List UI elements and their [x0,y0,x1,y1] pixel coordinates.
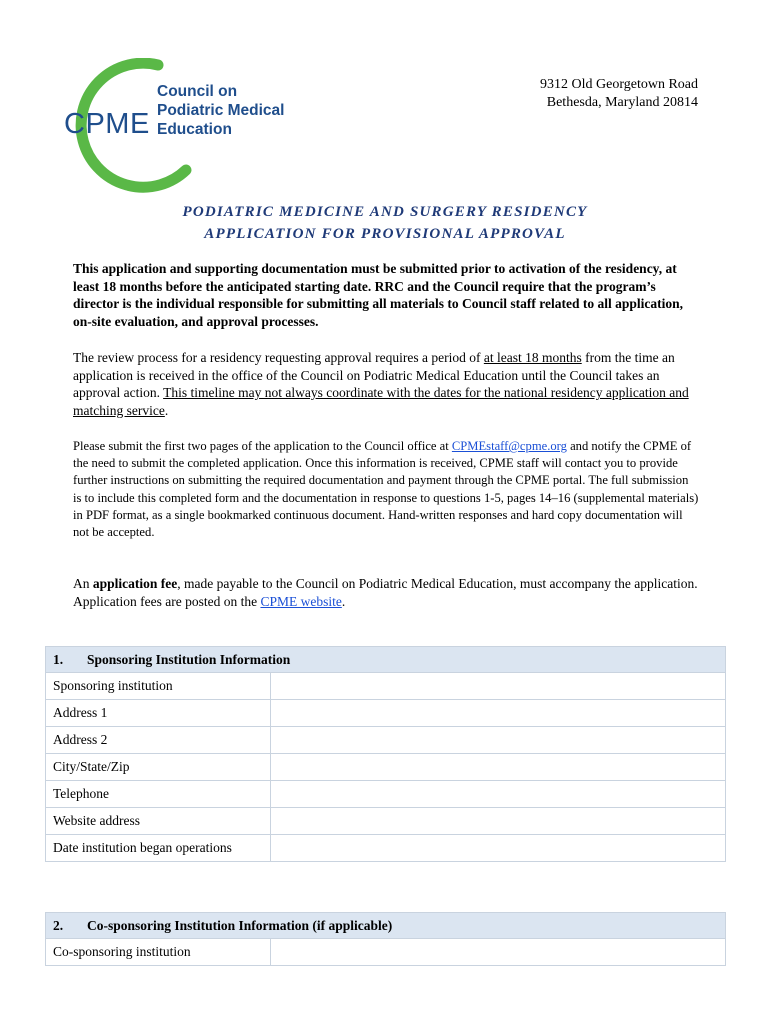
cpme-staff-email-link[interactable]: CPMEstaff@cpme.org [451,439,567,453]
field-label: Telephone [46,781,271,808]
logo-abbreviation: CPME [64,108,150,140]
field-label: Website address [46,808,271,835]
field-label: Sponsoring institution [46,673,271,700]
section-number: 1. [53,651,64,667]
co-sponsoring-institution-table [45,912,726,966]
table-row [46,781,726,808]
address-1-field[interactable] [271,700,726,727]
table-row [46,727,726,754]
cpme-website-link[interactable]: CPME website [260,593,342,609]
submit-text: Please submit the first two pages of the application to the Council office at [73,439,452,453]
field-label: Address 1 [46,700,271,727]
fee-text: , made payable to the Council on Podiatric Medical Education, must accompany the application. Application fees are posted on the [73,576,698,609]
document-title [0,201,770,245]
table-row [46,939,726,966]
cpme-logo [56,58,286,194]
section-number: 2. [53,917,64,933]
table-row [46,673,726,700]
sponsoring-institution-field[interactable] [271,673,726,700]
title-line-1: PODIATRIC MEDICINE AND SURGERY RESIDENCY [182,204,588,220]
table-row [46,700,726,727]
address-line-1: 9312 Old Georgetown Road [540,77,698,92]
field-label: Co-sponsoring institution [46,939,271,966]
telephone-field[interactable] [271,781,726,808]
submission-instructions-paragraph [73,438,699,541]
logo-name-line: Podiatric Medical [157,102,285,119]
section-heading: Co-sponsoring Institution Information (if applicable) [87,917,393,933]
title-line-2: APPLICATION FOR PROVISIONAL APPROVAL [204,226,566,242]
city-state-zip-field[interactable] [271,754,726,781]
logo-name-line: Education [157,121,232,138]
table-row [46,808,726,835]
review-text: The review process for a residency requesting approval requires a period of [73,350,484,365]
fee-text: An [73,576,93,591]
field-label: City/State/Zip [46,754,271,781]
logo-name-line: Council on [157,83,238,100]
address-line-2: Bethesda, Maryland 20814 [546,95,698,110]
section-header [46,647,726,673]
submission-requirement-paragraph: This application and supporting documentation must be submitted prior to activation of the residency, at least 18 months before the anticipated starting date. RRC and the Council require that the program’s director is the individual responsible for submitting all materials to Council staff related to all application, on-site evaluation, and approval processes. [73,261,684,329]
timeline-notice: This timeline may not always coordinate with the dates for the national residency application and matching service [73,385,689,418]
date-began-operations-field[interactable] [271,835,726,862]
table-row [46,835,726,862]
review-emphasis: at least 18 months [483,350,582,365]
address-2-field[interactable] [271,727,726,754]
co-sponsoring-institution-field[interactable] [271,939,726,966]
section-heading: Sponsoring Institution Information [87,651,291,667]
application-fee-paragraph [73,575,699,610]
table-row [46,754,726,781]
mailing-address [540,76,698,112]
section-heading-cell [46,913,726,939]
field-label: Address 2 [46,727,271,754]
field-label: Date institution began operations [46,835,271,862]
fee-text: . [341,593,346,609]
review-text: from the time an application is received in the office of the Council on Podiatric Medical Education until the Council takes an approval action. [73,350,675,400]
section-heading-cell [46,647,726,673]
review-text: . [164,402,169,418]
logo-organization-name [157,82,284,139]
section-header [46,913,726,939]
submit-text: and notify the CPME of the need to submit the completed application. Once this information is received, CPME staff will contact you to provide further instructions on submitting the required documentation and payment through the CPME portal. The full submission is to include this completed form and the documentation in response to questions 1-5, pages 14–16 (supplemental materials) in PDF format, as a single bookmarked continuous document. Hand-written responses and hard copy documentation will not be accepted. [73,439,699,540]
sponsoring-institution-table [45,646,726,862]
review-process-paragraph [73,349,699,419]
website-address-field[interactable] [271,808,726,835]
fee-emphasis: application fee [92,576,178,591]
